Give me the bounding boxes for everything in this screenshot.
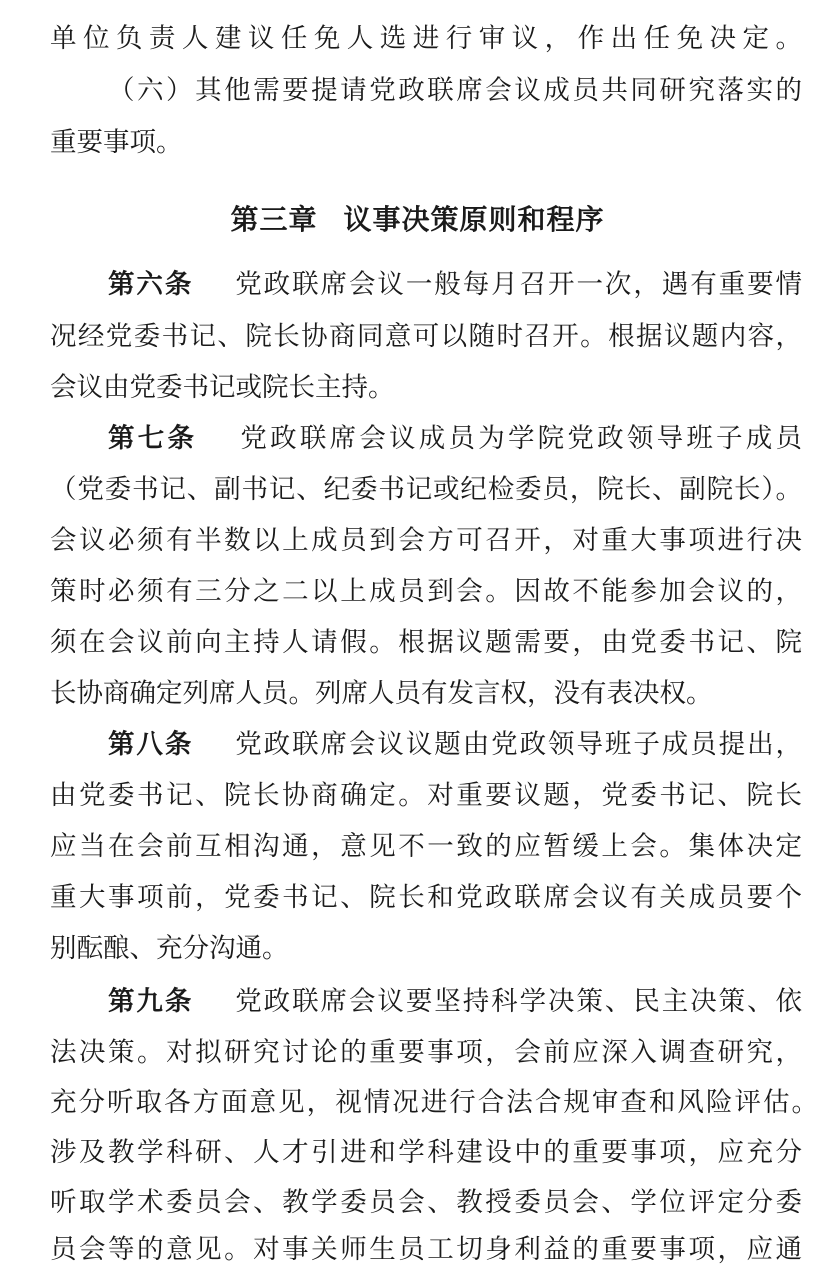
article-8-line-3: 应当在会前互相沟通，意见不一致的应暂缓上会。集体决定 <box>50 831 802 862</box>
article-8-line-4: 重大事项前，党委书记、院长和党政联席会议有关成员要个 <box>50 882 802 913</box>
article-8-line-5: 别酝酿、充分沟通。 <box>50 933 289 964</box>
article-6-line-2: 况经党委书记、院长协商同意可以随时召开。根据议题内容， <box>50 321 802 352</box>
article-heading: 第七条 <box>108 423 198 454</box>
chapter-title: 议事决策原则和程序 <box>343 203 605 236</box>
article-9-line-4: 涉及教学科研、人才引进和学科建设中的重要事项，应充分 <box>50 1137 802 1168</box>
article-7-line-3: 会议必须有半数以上成员到会方可召开，对重大事项进行决 <box>50 525 802 556</box>
intro-line-2: （六）其他需要提请党政联席会议成员共同研究落实的 <box>108 75 802 106</box>
article-7-line-5: 须在会议前向主持人请假。根据议题需要，由党委书记、院 <box>50 627 802 658</box>
article-9-line-2: 法决策。对拟研究讨论的重要事项，会前应深入调查研究， <box>50 1037 802 1068</box>
chapter-number: 第三章 <box>230 203 318 236</box>
article-8-line-1 <box>108 719 802 771</box>
article-7-line-2: （党委书记、副书记、纪委书记或纪检委员，院长、副院长）。 <box>50 474 802 505</box>
article-7-line-6: 长协商确定列席人员。列席人员有发言权，没有表决权。 <box>50 678 713 709</box>
chapter-heading <box>0 193 835 247</box>
article-7-line-1 <box>108 413 802 465</box>
article-text: 党政联席会议议题由党政领导班子成员提出， <box>233 729 802 760</box>
article-heading: 第八条 <box>108 729 194 760</box>
article-9-line-3: 充分听取各方面意见，视情况进行合法合规审查和风险评估。 <box>50 1087 818 1118</box>
article-text: 党政联席会议要坚持科学决策、民主决策、依 <box>233 986 802 1017</box>
article-7-line-4: 策时必须有三分之二以上成员到会。因故不能参加会议的， <box>50 576 802 607</box>
article-8-line-2: 由党委书记、院长协商确定。对重要议题，党委书记、院长 <box>50 780 802 811</box>
article-9-line-6: 员会等的意见。对事关师生员工切身利益的重要事项，应通 <box>50 1234 802 1265</box>
article-6-line-1 <box>108 259 802 311</box>
article-text: 党政联席会议成员为学院党政领导班子成员 <box>237 423 802 454</box>
article-heading: 第九条 <box>108 986 194 1017</box>
article-6-line-3: 会议由党委书记或院长主持。 <box>50 372 395 403</box>
intro-line-1: 单位负责人建议任免人选进行审议，作出任免决定。 <box>50 23 802 54</box>
intro-line-3: 重要事项。 <box>50 127 183 158</box>
article-9-line-1 <box>108 976 802 1028</box>
article-heading: 第六条 <box>108 269 194 300</box>
article-9-line-5: 听取学术委员会、教学委员会、教授委员会、学位评定分委 <box>50 1187 802 1218</box>
article-text: 党政联席会议一般每月召开一次，遇有重要情 <box>233 269 802 300</box>
